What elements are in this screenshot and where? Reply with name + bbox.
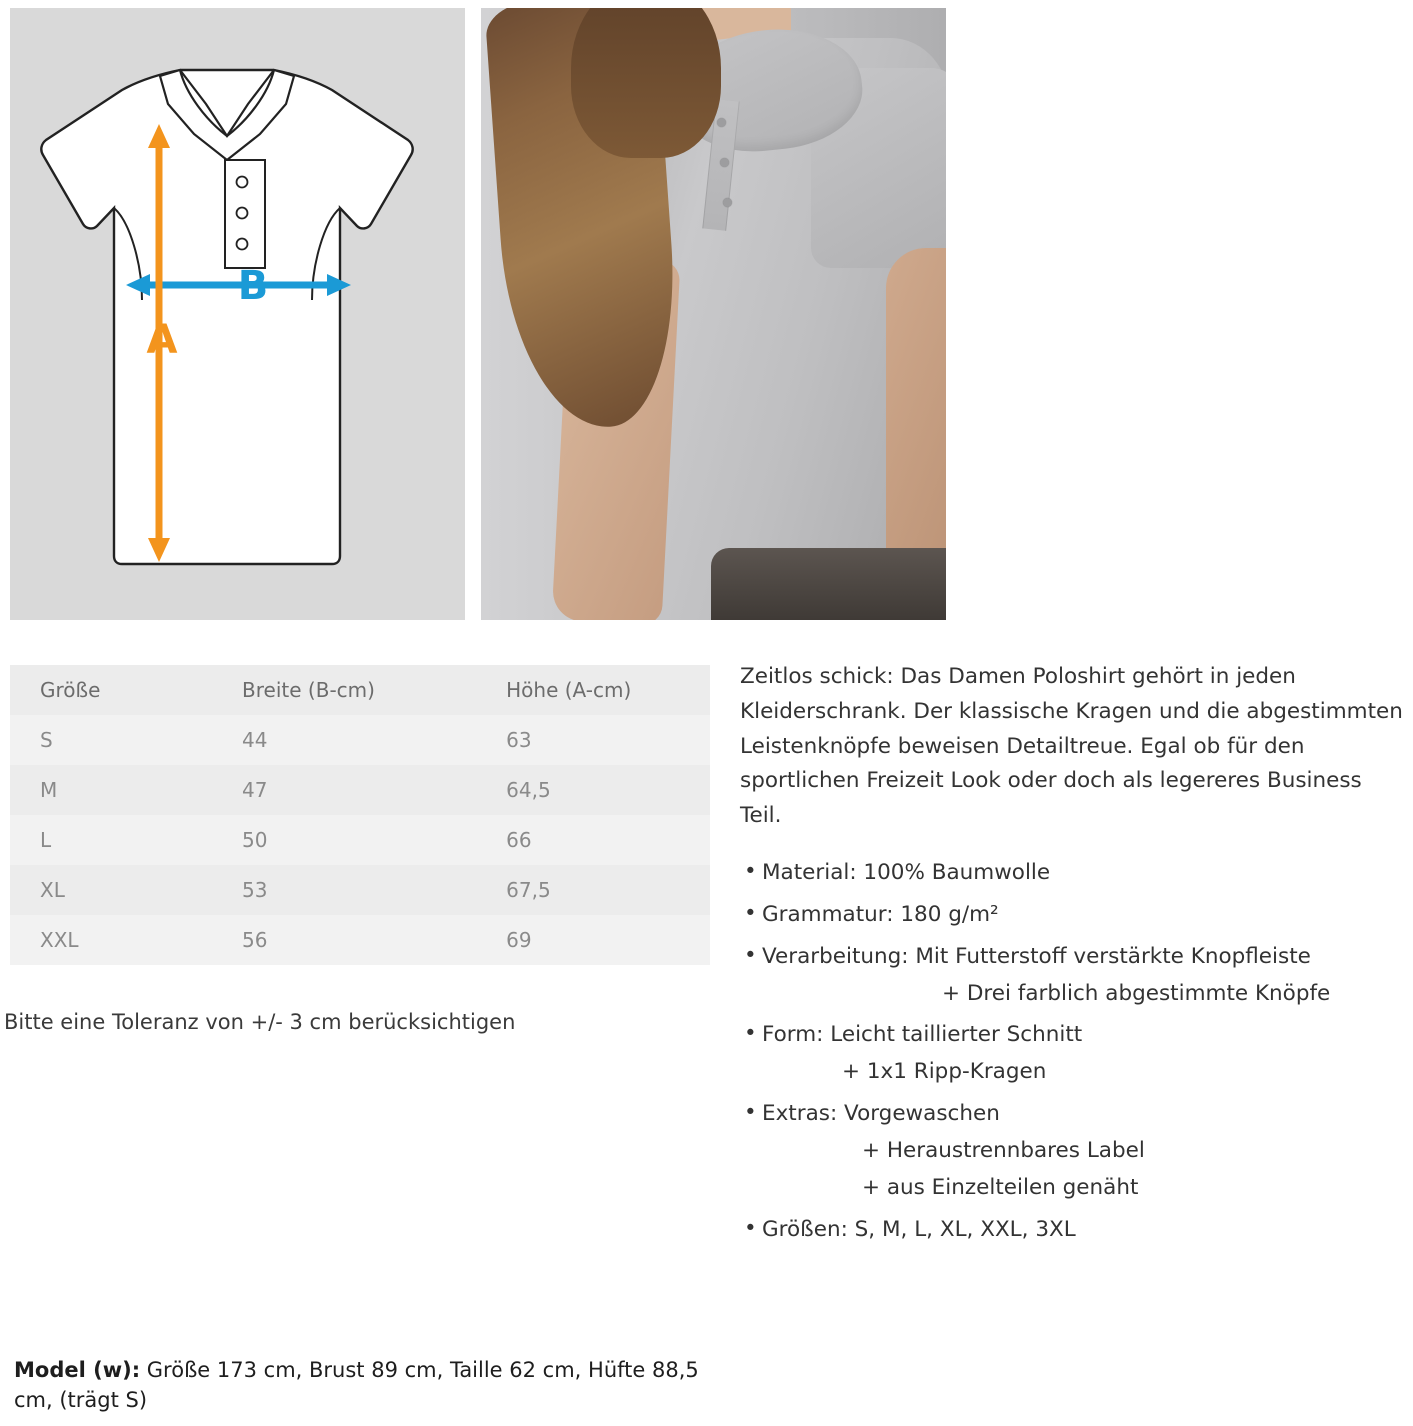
photo-trousers: [711, 548, 946, 620]
cell-size: XL: [10, 865, 212, 915]
model-note-text: Größe 173 cm, Brust 89 cm, Taille 62 cm, Hüfte 88,5 cm, (trägt S): [14, 1358, 699, 1413]
table-row: [10, 865, 710, 915]
width-label: B: [237, 263, 269, 309]
button-icon: [717, 118, 726, 127]
cell-height: 67,5: [476, 865, 710, 915]
feature-construction: Verarbeitung: Mit Futterstoff verstärkte Knopfleiste: [762, 943, 1311, 969]
feature-list: [740, 856, 1405, 1247]
feature-fit-sub: + 1x1 Ripp-Kragen: [842, 1059, 1047, 1085]
cell-width: 47: [212, 765, 476, 815]
button-icon: [237, 208, 248, 219]
feature-extras: Extras: Vorgewaschen: [762, 1101, 1000, 1127]
list-item: [740, 856, 1405, 891]
feature-material: Material: 100% Baumwolle: [762, 860, 1051, 886]
image-row: [10, 8, 1403, 620]
cell-width: 50: [212, 815, 476, 865]
cell-height: 66: [476, 815, 710, 865]
button-icon: [237, 239, 248, 250]
description-intro: Zeitlos schick: Das Damen Poloshirt gehört in jeden Kleiderschrank. Der klassische Kragen und die abgestimmten Leistenknöpfe beweisen Detailtreue. Egal ob für den sportlichen Freizeit Look oder doch als legereres Business Teil.: [740, 664, 1403, 829]
table-row: [10, 915, 710, 965]
button-icon: [237, 177, 248, 188]
list-item: [740, 1018, 1405, 1090]
model-note-label: Model (w):: [14, 1358, 141, 1382]
photo-hair-top: [571, 8, 721, 158]
feature-weight: Grammatur: 180 g/m²: [762, 901, 999, 927]
cell-size: L: [10, 815, 212, 865]
cell-height: 69: [476, 915, 710, 965]
button-icon: [723, 198, 732, 207]
table-header-row: [10, 665, 710, 715]
cell-width: 56: [212, 915, 476, 965]
column-header-size: Größe: [10, 665, 212, 715]
cell-width: 53: [212, 865, 476, 915]
column-header-height: Höhe (A-cm): [476, 665, 710, 715]
cell-height: 64,5: [476, 765, 710, 815]
cell-width: 44: [212, 715, 476, 765]
column-header-width: Breite (B-cm): [212, 665, 476, 715]
height-label: A: [146, 317, 178, 363]
table-row: [10, 765, 710, 815]
feature-extras-sub-1: + Heraustrennbares Label: [862, 1137, 1145, 1163]
model-photo: [481, 8, 946, 620]
feature-sizes: Größen: S, M, L, XL, XXL, 3XL: [762, 1216, 1076, 1242]
table-row: [10, 815, 710, 865]
model-note: [14, 1355, 714, 1416]
list-item: [740, 940, 1405, 1012]
cell-size: XXL: [10, 915, 212, 965]
feature-extras-sub-2: + aus Einzelteilen genäht: [862, 1174, 1139, 1200]
tolerance-note: Bitte eine Toleranz von +/- 3 cm berücksichtigen: [4, 1010, 516, 1034]
photo-right-arm: [886, 248, 946, 578]
list-item: [740, 898, 1405, 933]
cell-height: 63: [476, 715, 710, 765]
table-row: [10, 715, 710, 765]
product-description: [740, 660, 1405, 1254]
cell-size: M: [10, 765, 212, 815]
button-icon: [720, 158, 729, 167]
feature-fit: Form: Leicht taillierter Schnitt: [762, 1022, 1083, 1048]
list-item: [740, 1213, 1405, 1248]
size-table: [10, 665, 710, 965]
polo-measurement-sketch: [10, 8, 465, 620]
size-diagram-panel: [10, 8, 465, 620]
cell-size: S: [10, 715, 212, 765]
feature-construction-sub: + Drei farblich abgestimmte Knöpfe: [942, 980, 1331, 1006]
list-item: [740, 1097, 1405, 1205]
